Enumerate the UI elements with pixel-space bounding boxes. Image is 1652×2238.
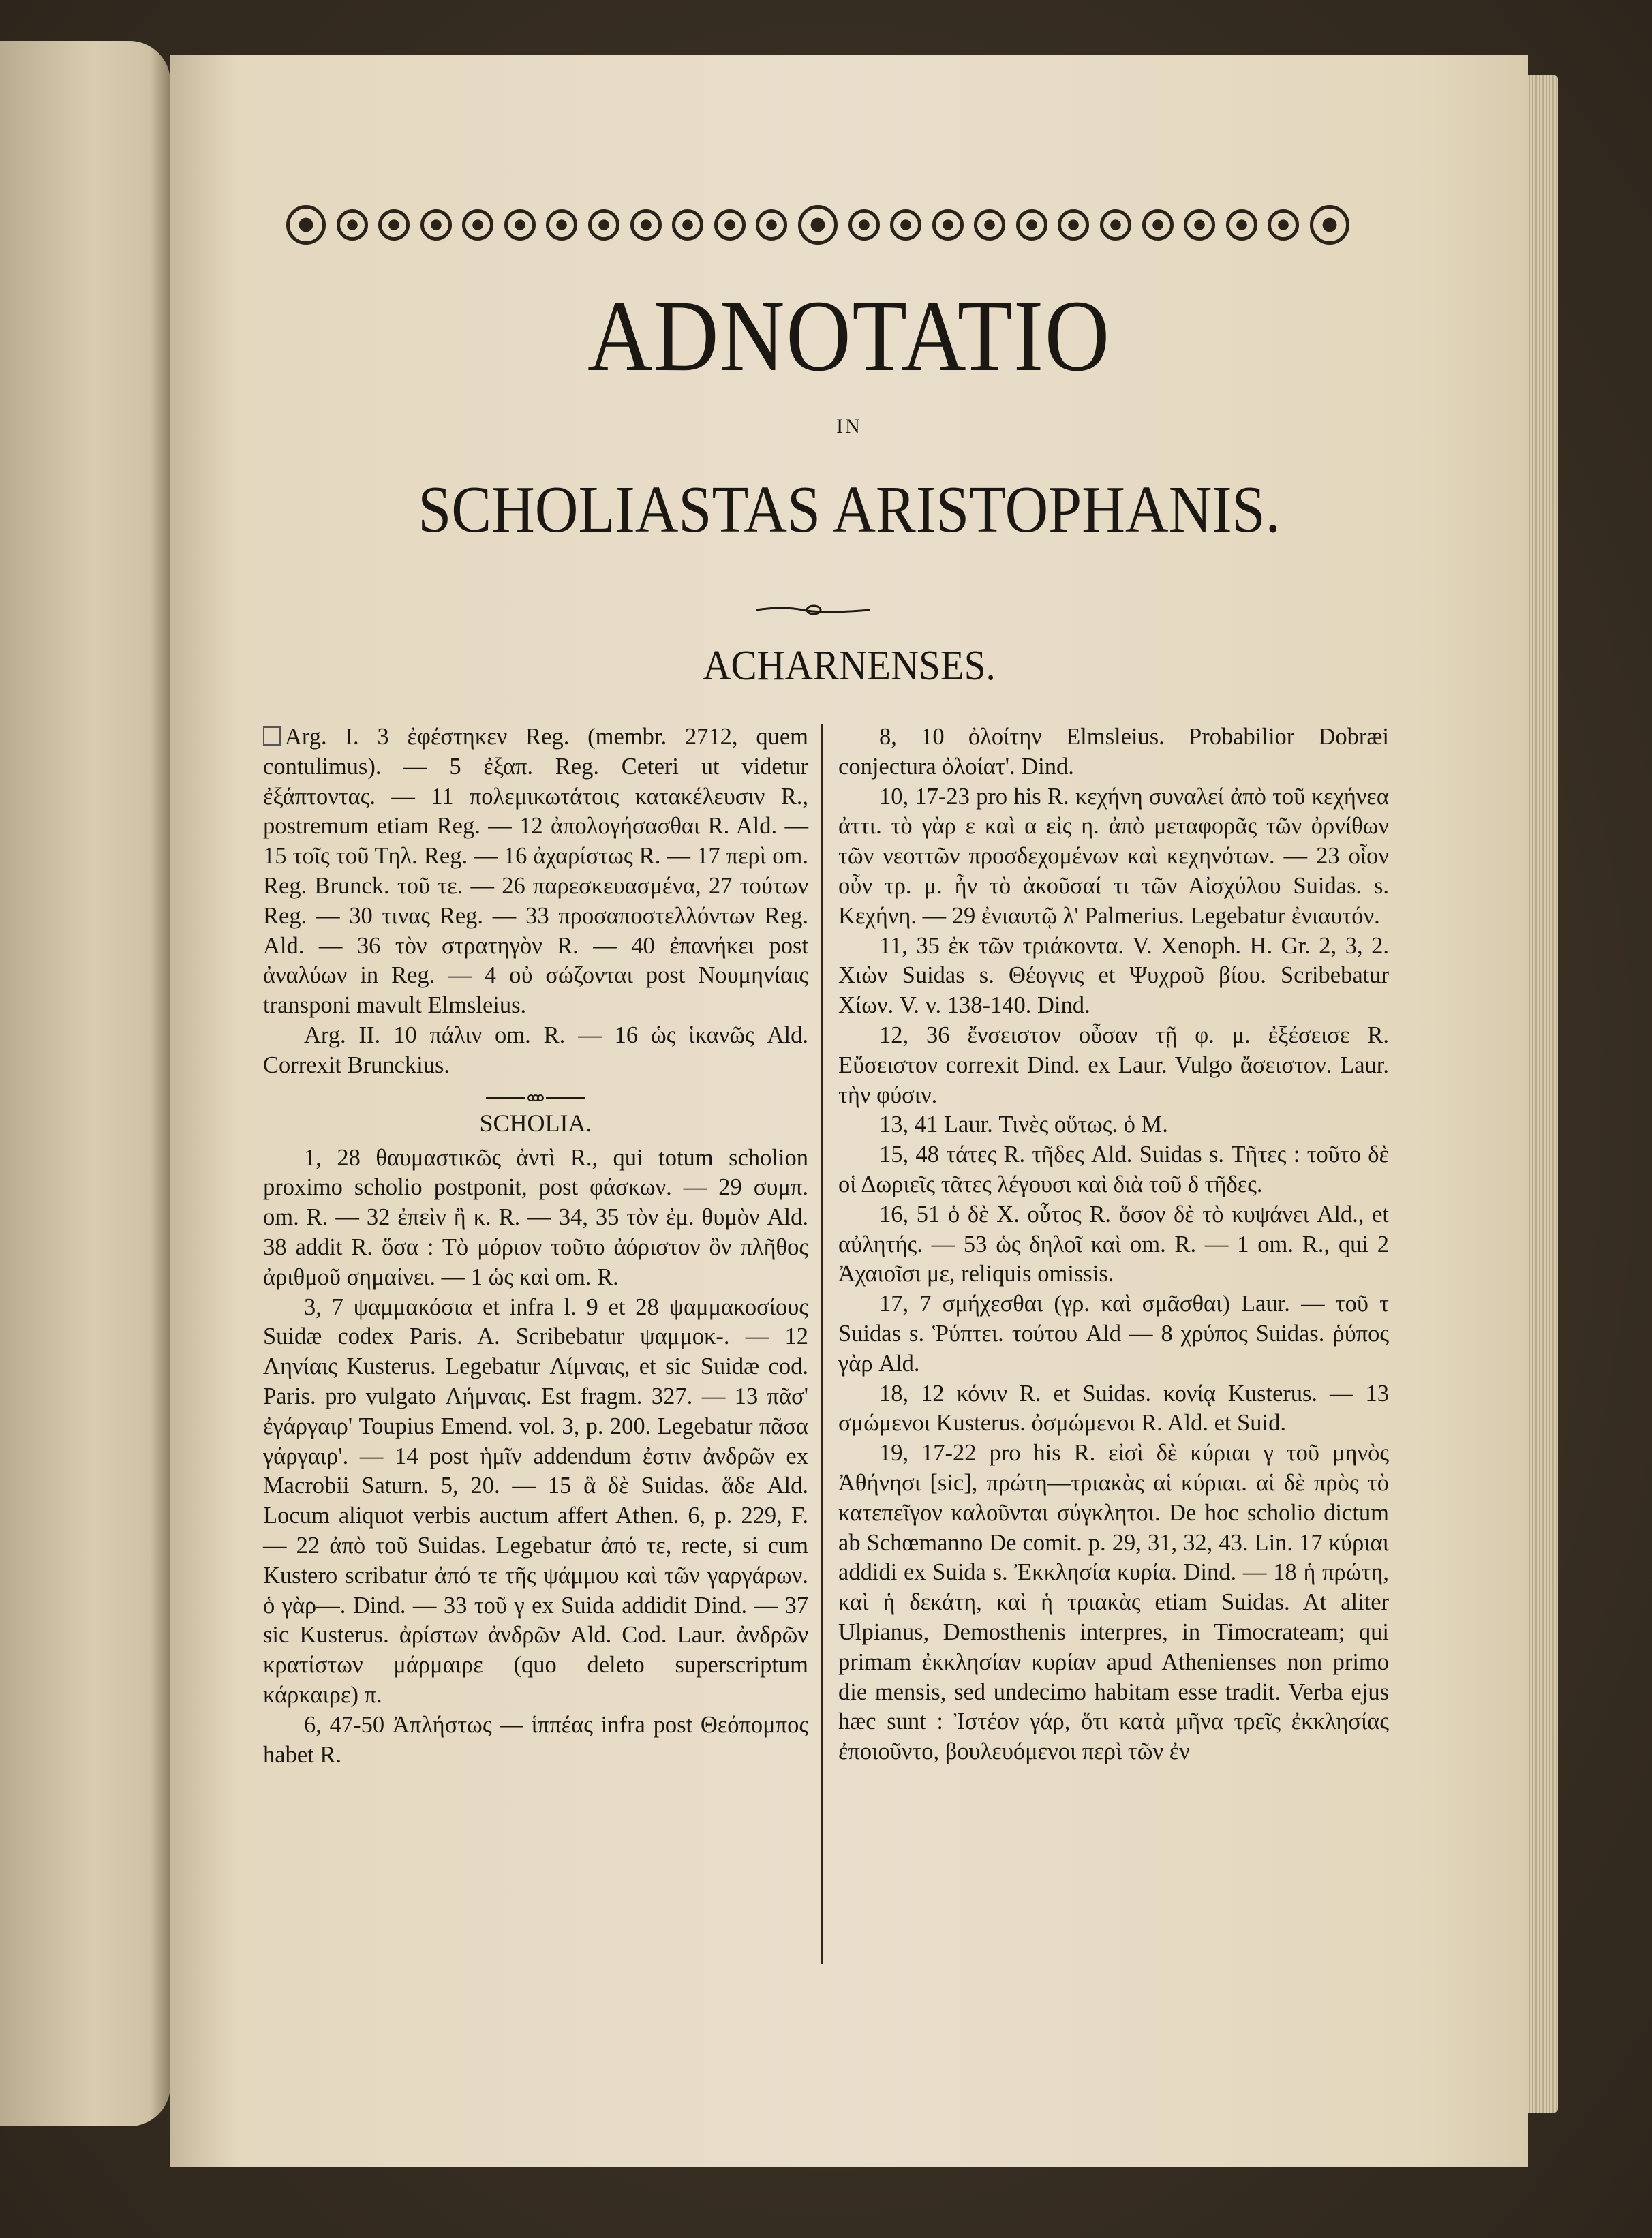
rosette-ornament	[630, 209, 662, 241]
rosette-ornament	[756, 209, 787, 241]
note-paragraph: 15, 48 τάτες R. τῆδες Ald. Suidas s. Τῆτες : τοῦτο δὲ οἱ Δωριεῖς τᾶτες λέγουσι καὶ διὰ τοῦ δ τῆδες.	[838, 1141, 1389, 1197]
rosette-ornament	[1268, 209, 1299, 241]
rosette-ornament	[1142, 209, 1174, 241]
rosette-ornament	[420, 209, 452, 241]
rosette-ornament	[337, 209, 368, 241]
note-paragraph: 13, 41 Laur. Τινὲς οὕτως. ὁ Μ.	[879, 1112, 1168, 1138]
rosette-ornament	[672, 209, 703, 241]
play-heading: ACHARNENSES.	[703, 643, 996, 689]
note-paragraph: 18, 12 κόνιν R. et Suidas. κονίᾳ Kusterus. — 13 σμώμενοι Kusterus. ὀσμώμενοι R. Ald. et Suid.	[838, 1380, 1389, 1437]
ornamental-border	[286, 206, 1349, 244]
title-preposition: IN	[836, 415, 862, 438]
rosette-ornament	[1226, 209, 1257, 241]
column-rule	[821, 724, 823, 1964]
rosette-ornament	[588, 209, 620, 241]
rosette-ornament	[1184, 209, 1215, 241]
note-paragraph: 10, 17-23 pro his R. κεχήνη συναλεί ἀπὸ τοῦ κεχήνεα ἀττι. τὸ γὰρ ε καὶ α εἰς η. ἀπὸ μεταφορᾶς τῶν ὀρνίθων τῶν νεοττῶν προσδεχομένων καὶ κεχηνότων. — 23 οἷον οὖν τρ. μ. ἦν τὸ ἀκοῦσαί τι τῶν Αἰσχύλου Suidas. s. Κεχήνη. — 29 ἐνιαυτῷ λ' Palmerius. Legebatur ἐνιαυτόν.	[838, 783, 1389, 929]
note-paragraph: 19, 17-22 pro his R. εἰσὶ δὲ κύριαι γ τοῦ μηνὸς Ἀθήνησι [sic], πρώτη—τριακὰς αἱ κύριαι. αἱ δὲ πρὸς τὸ κατεπεῖγον καλοῦνται σύγκλητοι. De hoc scholio dictum ab Schœmanno De comit. p. 29, 31, 32, 43. Lin. 17 κύριαι addidi ex Suida s. Ἐκκλησία κυρία. Dind. — 18 ἡ πρώτη, καὶ ἡ δεκάτη, καὶ ἡ τριακὰς etiam Suidas. At aliter Ulpianus, Demosthenis interpres, in Timocrateam; qui primam ἐκκλησίαν κυρίαν apud Athenienses non primo die mensis, sed undecimo habitam esse tradit. Verba ejus hæc sunt : Ἰστέον γάρ, ὅτι κατὰ μῆνα τρεῖς ἐκκλησίας ἐποιοῦντο, βουλευόμενοι περὶ τῶν ἐν	[838, 1440, 1389, 1765]
argument-paragraph: Arg. II. 10 πάλιν om. R. — 16 ὡς ἱκανῶς Ald. Correxit Brunckius.	[263, 1022, 808, 1078]
note-paragraph: 11, 35 ἐκ τῶν τριάκοντα. V. Xenoph. H. Gr. 2, 3, 2. Χιὼν Suidas s. Θέογνις et Ψυχροῦ βίου. Scribebatur Χίων. V. v. 138-140. Dind.	[838, 932, 1389, 1019]
page-subtitle: SCHOLIASTAS ARISTOPHANIS.	[418, 473, 1281, 547]
scholion-paragraph: 3, 7 ψαμμακόσια et infra l. 9 et 28 ψαμμακοσίους Suidæ codex Paris. A. Scribebatur ψαμμοκ-. — 12 Ληνίαις Kusterus. Legebatur Λίμναις, et sic Suidæ cod. Paris. pro vulgato Λήμναις. Est fragm. 327. — 13 πᾶσ' ἐγάργαιρ' Toupius Emend. vol. 3, p. 200. Legebatur πᾶσα γάργαιρ'. — 14 post ἡμῖν addendum ἐστιν ἀνδρῶν ex Macrobii Saturn. 5, 20. — 15 ἃ δὲ Suidas. ἅδε Ald. Locum aliquot verbis auctum affert Athen. 6, p. 229, F. — 22 ἀπὸ τοῦ Suidas. Legebatur ἀπό τε, recte, si cum Kustero scribatur ἀπό τε τῆς ψάμμου καὶ τῶν γαργάρων. ὁ γὰρ—. Dind. — 33 τοῦ γ ex Suida addidit Dind. — 37 sic Kusterus. ἀρίστων ἀνδρῶν Ald. Cod. Laur. ἀνδρῶν κρατίστων μάρμαιρε (quo deleto superscriptum κάρκαιρε) π.	[263, 1293, 808, 1708]
rosette-ornament	[1058, 209, 1089, 241]
scholion-paragraph: 1, 28 θαυμαστικῶς ἀντὶ R., qui totum scholion proximo scholio postponit, post φάσκων. — 29 συμπ. om. R. — 32 ἐπεὶν ἢ κ. R. — 34, 35 τὸν ἐμ. θυμὸν Ald. 38 addit R. ὅσα : Τὸ μόριον τοῦτο ἀόριστον ὂν πλῆθος ἀριθμοῦ σημαίνει. — 1 ὡς καὶ om. R.	[263, 1144, 808, 1290]
rosette-ornament	[1016, 209, 1047, 241]
rosette-ornament	[378, 209, 410, 241]
right-column	[838, 722, 1389, 1767]
rosette-ornament	[932, 209, 964, 241]
section-title: SCHOLIA.	[479, 1109, 592, 1137]
section-divider	[485, 1093, 587, 1103]
note-paragraph: 17, 7 σμήχεσθαι (γρ. καὶ σμᾶσθαι) Laur. — τοῦ τ Suidas s. Ῥύπτει. τούτου Ald — 8 χρύπος Suidas. ῥύπος γὰρ Ald.	[838, 1291, 1389, 1377]
rosette-ornament	[974, 209, 1005, 241]
rosette-ornament	[714, 209, 746, 241]
flourish-divider	[755, 602, 871, 617]
rosette-ornament	[286, 205, 326, 245]
left-page-edge	[0, 41, 170, 2126]
rosette-ornament	[890, 209, 921, 241]
rosette-ornament	[848, 209, 880, 241]
left-column	[263, 722, 808, 1770]
rosette-ornament	[462, 209, 493, 241]
rosette-ornament	[798, 205, 838, 245]
note-paragraph: 8, 10 ὀλοίτην Elmsleius. Probabilior Dobræi conjectura ὀλοίατ'. Dind.	[838, 724, 1389, 780]
argument-paragraph	[263, 722, 808, 1021]
rosette-ornament	[546, 209, 577, 241]
rosette-ornament	[1310, 205, 1349, 245]
note-paragraph: 12, 36 ἔνσειστον οὖσαν τῇ φ. μ. ἐξέσεισε R. Εὔσειστον correxit Dind. ex Laur. Vulgo ἄσειστον. Laur. τὴν φύσιν.	[838, 1022, 1389, 1108]
rosette-ornament	[504, 209, 536, 241]
note-paragraph: 16, 51 ὁ δὲ Χ. οὗτος R. ὅσον δὲ τὸ κυψάνει Ald., et αὐλητής. — 53 ὡς δηλοῖ καὶ om. R. — 1 om. R., qui 2 Ἀχαιοῖσι με, reliquis omissis.	[838, 1201, 1389, 1287]
rosette-ornament	[1100, 209, 1131, 241]
scholion-paragraph: 6, 47-50 Ἀπλήστως — ἱππέας infra post Θεόπομπος habet R.	[263, 1711, 808, 1768]
paragraph-text: Arg. I. 3 ἐφέστηκεν Reg. (membr. 2712, quem contulimus). — 5 ἐξαπ. Reg. Ceteri ut videtur ἐξάπτοντας. — 11 πολεμικωτάτοις κατακέλευσιν R., postremum etiam Reg. — 12 ἀπολογήσασθαι R. Ald. — 15 τοῖς τοῦ Τηλ. Reg. — 16 ἀχαρίστως R. — 17 περὶ om. Reg. Brunck. τοῦ τε. — 26 παρεσκευασμένα, 27 τούτων Reg. — 30 τινας Reg. — 33 προσαποστελλόντων Reg. Ald. — 36 τὸν στρατηγὸν R. — 40 ἐπανήκει post ἀναλύων in Reg. — 4 οὐ σώζονται post Νουμηνίαις transponi mavult Elmsleius.	[263, 724, 808, 1019]
page-block-edges	[1527, 75, 1558, 2113]
dropcap-box	[263, 726, 281, 746]
page-title: ADNOTATIO	[587, 279, 1111, 393]
